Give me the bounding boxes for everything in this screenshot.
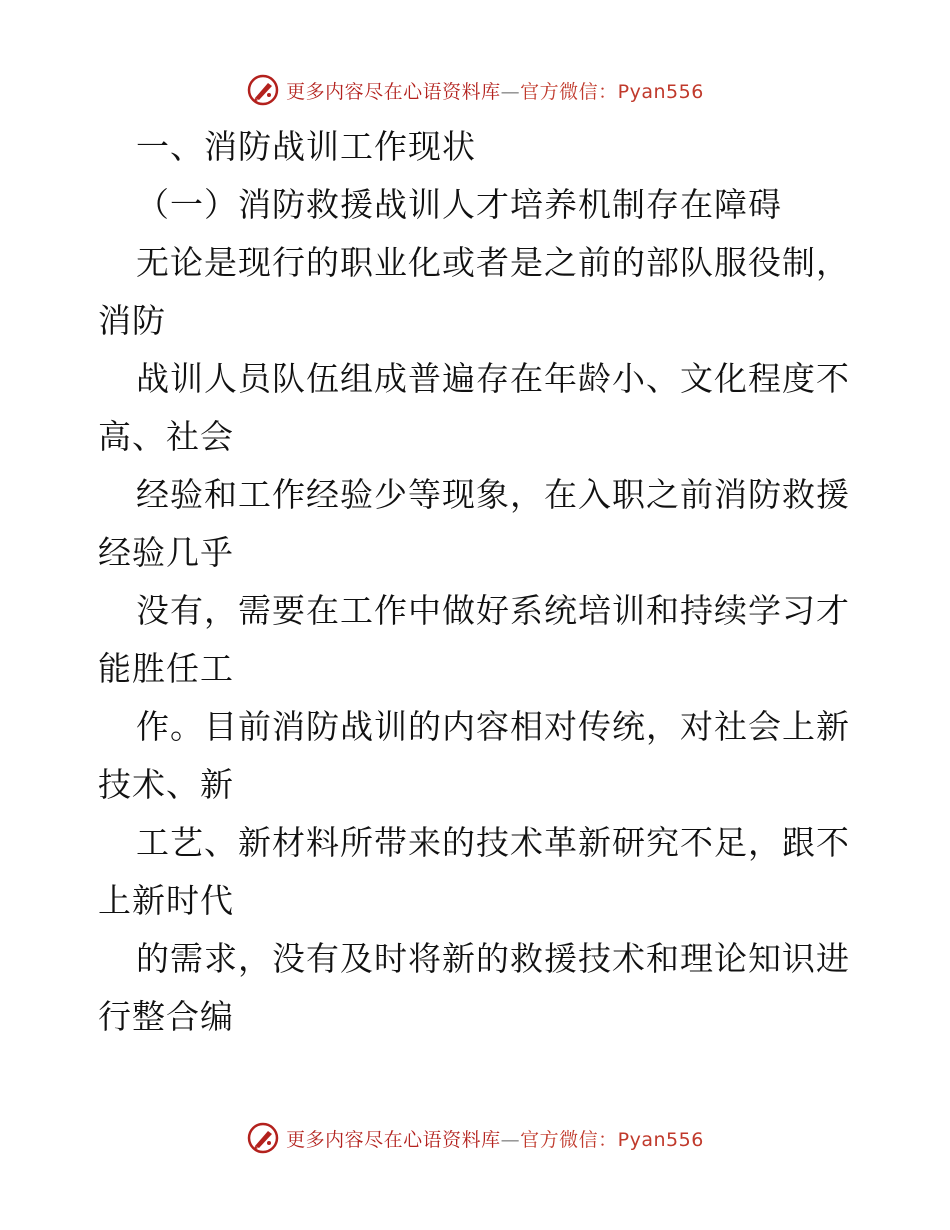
pen-logo-icon: [246, 1121, 280, 1155]
banner-site-name: 更多内容尽在心语资料库: [286, 1128, 501, 1151]
pen-logo-icon: [246, 73, 280, 107]
paragraph-line: 技术、新: [98, 765, 234, 804]
paragraph-line: 作。目前消防战训的内容相对传统，对社会上新: [136, 707, 850, 746]
header-banner: [0, 70, 950, 110]
banner-site-name: 更多内容尽在心语资料库: [286, 80, 501, 103]
footer-banner: [0, 1118, 950, 1158]
paragraph-line: 能胜任工: [98, 649, 234, 688]
banner-dash: —: [500, 1128, 521, 1151]
paragraph-line: 工艺、新材料所带来的技术革新研究不足，跟不: [136, 823, 850, 862]
paragraph-line: 行整合编: [98, 997, 234, 1036]
document-body: [98, 118, 868, 1046]
paragraph-line: 消防: [98, 301, 166, 340]
subsection-heading: （一）消防救援战训人才培养机制存在障碍: [136, 185, 782, 224]
banner-text: [286, 77, 704, 104]
banner-text: [286, 1125, 704, 1152]
banner-wechat: 官方微信：Pyan556: [520, 1128, 704, 1151]
paragraph-line: 经验几乎: [98, 533, 234, 572]
paragraph-line: 战训人员队伍组成普遍存在年龄小、文化程度不: [136, 359, 850, 398]
section-heading: 一、消防战训工作现状: [136, 127, 476, 166]
paragraph-line: 高、社会: [98, 417, 234, 456]
banner-dash: —: [500, 80, 521, 103]
paragraph-line: 的需求，没有及时将新的救援技术和理论知识进: [136, 939, 850, 978]
paragraph-line: 没有，需要在工作中做好系统培训和持续学习才: [136, 591, 850, 630]
banner-wechat: 官方微信：Pyan556: [520, 80, 704, 103]
paragraph-line: 经验和工作经验少等现象，在入职之前消防救援: [136, 475, 850, 514]
paragraph-line: 上新时代: [98, 881, 234, 920]
paragraph-line: 无论是现行的职业化或者是之前的部队服役制，: [136, 243, 850, 282]
